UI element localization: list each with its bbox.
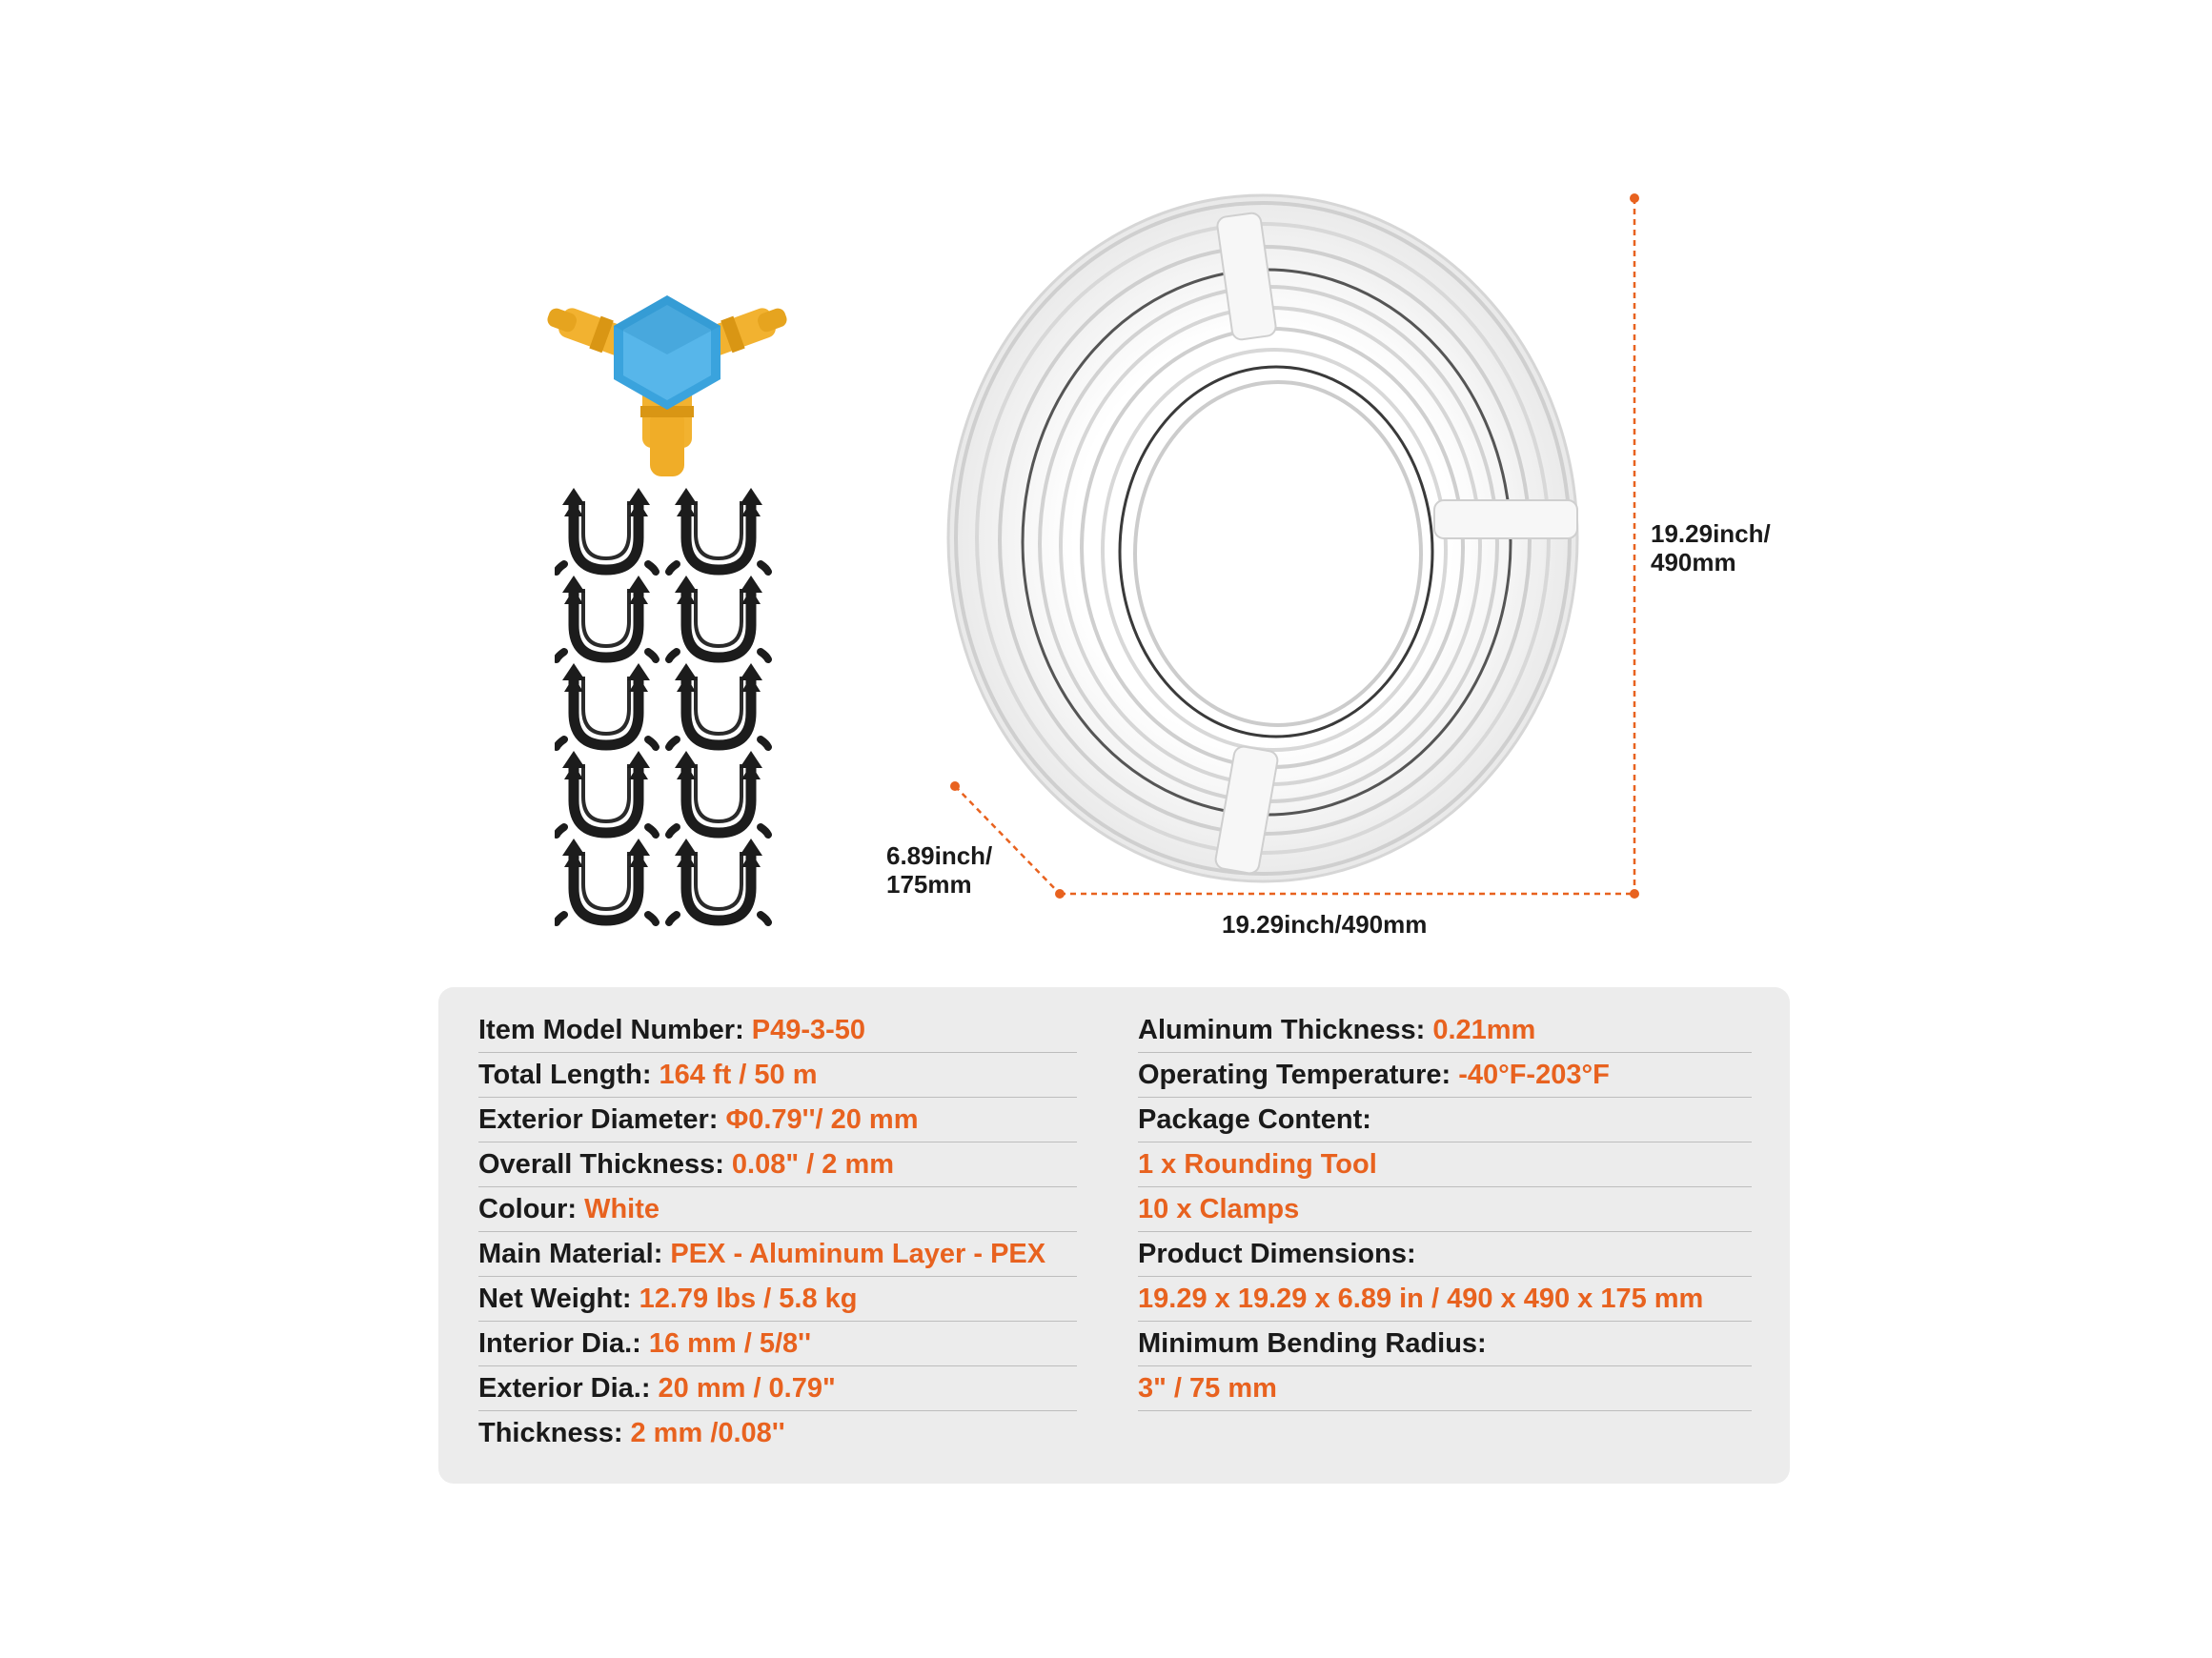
width-dimension-label: 19.29inch/490mm — [1222, 910, 1428, 939]
spec-row: Exterior Dia.: 20 mm / 0.79" — [478, 1366, 1077, 1411]
spec-panel — [438, 987, 1790, 1484]
spec-row: Thickness: 2 mm /0.08'' — [478, 1418, 785, 1448]
spec-row: Overall Thickness: 0.08" / 2 mm — [478, 1142, 1077, 1187]
spec-row: Colour: White — [478, 1187, 1077, 1232]
spec-column-left — [478, 1008, 1077, 1456]
spec-row: Minimum Bending Radius: — [1138, 1322, 1752, 1366]
depth-dimension-label: 6.89inch/ 175mm — [886, 841, 993, 899]
height-dimension-label: 19.29inch/ 490mm — [1651, 519, 1771, 576]
spec-row: Exterior Diameter: Φ0.79''/ 20 mm — [478, 1098, 1077, 1142]
spec-row: Total Length: 164 ft / 50 m — [478, 1053, 1077, 1098]
spec-row: Interior Dia.: 16 mm / 5/8'' — [478, 1322, 1077, 1366]
spec-row: 10 x Clamps — [1138, 1187, 1752, 1232]
spec-row: Operating Temperature: -40°F-203°F — [1138, 1053, 1752, 1098]
spec-row: 3" / 75 mm — [1138, 1366, 1752, 1411]
spec-row: 19.29 x 19.29 x 6.89 in / 490 x 490 x 175 mm — [1138, 1277, 1752, 1322]
spec-row: Product Dimensions: — [1138, 1232, 1752, 1277]
spec-row: Main Material: PEX - Aluminum Layer - PEX — [478, 1232, 1077, 1277]
spec-row: Net Weight: 12.79 lbs / 5.8 kg — [478, 1277, 1077, 1322]
spec-row: Package Content: — [1138, 1098, 1752, 1142]
spec-row: 1 x Rounding Tool — [1138, 1142, 1752, 1187]
spec-row: Item Model Number: P49-3-50 — [478, 1008, 1077, 1053]
spec-row: Aluminum Thickness: 0.21mm — [1138, 1008, 1752, 1053]
spec-column-right — [1138, 1008, 1752, 1411]
